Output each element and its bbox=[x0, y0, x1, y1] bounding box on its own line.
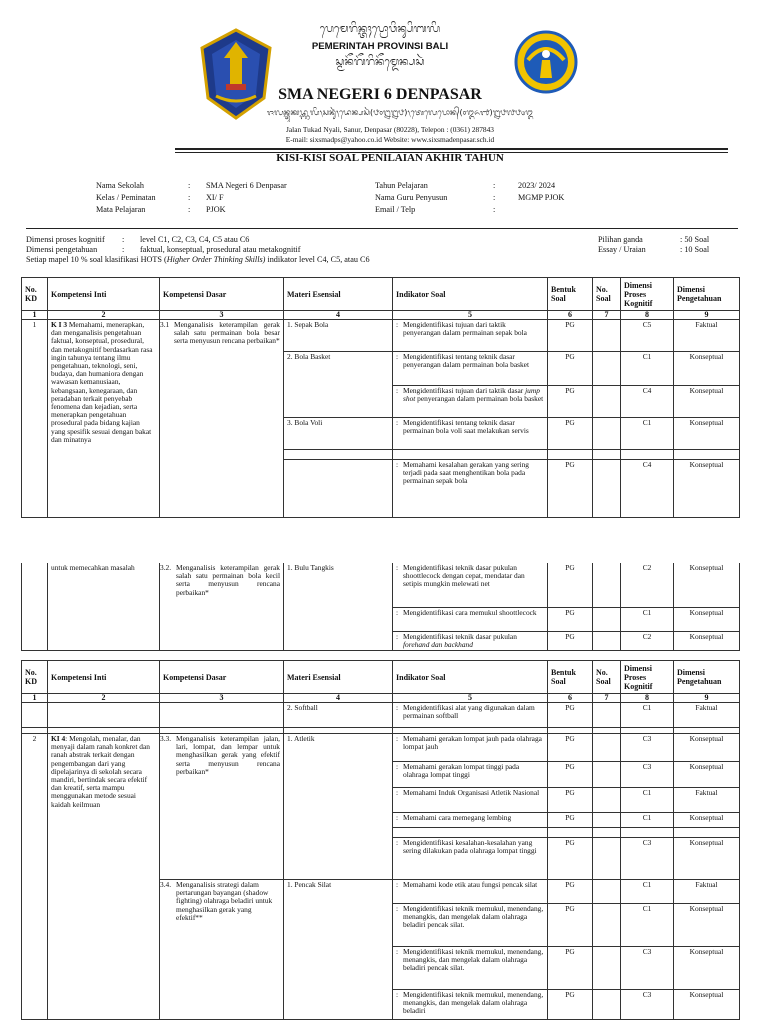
col-number: 6 bbox=[548, 694, 593, 703]
indikator: : Mengidentifikasi cara memukul shoottlecock bbox=[393, 607, 548, 631]
dimensi-proses: C4 bbox=[621, 386, 674, 418]
col-header: Indikator Soal bbox=[393, 661, 548, 694]
materi bbox=[284, 460, 393, 518]
kisi-table-3 bbox=[21, 660, 740, 1020]
no-soal bbox=[593, 386, 621, 418]
dimensi-proses: C4 bbox=[621, 460, 674, 518]
indikator-text: Mengidentifikasi tentang teknik dasar permainan bola voli saat melakukan servis bbox=[403, 418, 529, 436]
info-row: Nama Guru Penyusun : MGMP PJOK bbox=[375, 193, 635, 205]
bentuk-soal: PG bbox=[548, 734, 593, 762]
dimensi-pengetahuan: Faktual bbox=[674, 320, 740, 352]
kompetensi-inti: untuk memecahkan masalah bbox=[48, 563, 160, 650]
col-number: 2 bbox=[48, 694, 160, 703]
col-header: Kompetensi Dasar bbox=[160, 278, 284, 311]
essay-label: Essay / Uraian bbox=[598, 245, 646, 254]
indikator: : Mengidentifikasi teknik memukul, menendang, menangkis, dan mengelak dalam olahraga beladiri pencak silat. bbox=[393, 947, 548, 990]
indikator: : Mengidentifikasi kesalahan-kesalahan yang sering dilakukan pada olahraga lompat tinggi bbox=[393, 838, 548, 880]
info-row: Kelas / Peminatan : XI/ F bbox=[96, 193, 356, 205]
no-soal bbox=[593, 947, 621, 990]
indikator-text bbox=[403, 633, 544, 649]
indikator-text: Memahami Induk Organisasi Atletik Nasional bbox=[403, 788, 540, 797]
bentuk-soal: PG bbox=[548, 703, 593, 728]
dimensi-proses-value: level C1, C2, C3, C4, C5 atau C6 bbox=[140, 235, 250, 244]
hots-note-b: Higher Order Thinking Skills) bbox=[166, 255, 266, 264]
dimensi-proses: C3 bbox=[621, 990, 674, 1020]
no-soal bbox=[593, 838, 621, 880]
materi: 2. Softball bbox=[284, 703, 393, 728]
kisi-table-2 bbox=[21, 563, 740, 651]
info-row: Nama Sekolah : SMA Negeri 6 Denpasar bbox=[96, 181, 356, 193]
indikator-text-b: penyerangan dalam permainan bola basket bbox=[415, 394, 544, 404]
dimensi-pengetahuan: Konseptual bbox=[674, 460, 740, 518]
no-soal bbox=[593, 607, 621, 631]
materi: 3. Bola Voli bbox=[284, 418, 393, 450]
col-number: 2 bbox=[48, 311, 160, 320]
indikator: : Memahami gerakan lompat jauh pada olahraga lompat jauh bbox=[393, 734, 548, 762]
info-value: MGMP PJOK bbox=[518, 193, 565, 202]
indikator-text: Memahami gerakan lompat tinggi pada olahraga lompat tinggi bbox=[403, 762, 520, 780]
materi: 2. Bola Basket bbox=[284, 352, 393, 418]
col-number: 5 bbox=[393, 694, 548, 703]
col-header: No. KD bbox=[22, 278, 48, 311]
table-row bbox=[22, 703, 740, 728]
column-number-row bbox=[22, 311, 740, 320]
info-value: 2023/ 2024 bbox=[518, 181, 556, 190]
indikator: : Mengidentifikasi tujuan dari taktik dasar jump shot penyerangan dalam permainan bola basket bbox=[393, 386, 548, 418]
col-number: 8 bbox=[621, 311, 674, 320]
ki-label: K I 3 bbox=[51, 320, 68, 329]
col-header: Materi Esensial bbox=[284, 278, 393, 311]
col-header: No. Soal bbox=[593, 661, 621, 694]
dimensi-proses-label: Dimensi proses kognitif bbox=[26, 235, 105, 244]
tut-wuri-handayani-logo bbox=[514, 30, 578, 94]
ki-text: : Mengolah, menalar, dan menyaji dalam ranah konkret dan ranah abstrak terkait dengan pengembangan dari yang dipelajarinya di sekolah secara mandiri, bertindak secara efektif dan kreatif, serta mampu menggunakan metode sesuai kaidah keilmuan bbox=[51, 734, 150, 809]
col-number: 1 bbox=[22, 694, 48, 703]
col-header: Bentuk Soal bbox=[548, 661, 593, 694]
dimensi-pengetahuan: Konseptual bbox=[674, 734, 740, 762]
dimensi-pengetahuan: Faktual bbox=[674, 788, 740, 813]
info-right bbox=[375, 181, 635, 217]
dimensi-pengetahuan: Konseptual bbox=[674, 947, 740, 990]
table-header-row bbox=[22, 661, 740, 694]
indikator: : Mengidentifikasi tentang teknik dasar permainan bola voli saat melakukan servis bbox=[393, 418, 548, 450]
ki-label: KI 4 bbox=[51, 734, 66, 743]
dimensi-proses: C1 bbox=[621, 703, 674, 728]
kompetensi-inti bbox=[48, 734, 160, 1020]
indikator-text-italic: forehand dan backhand bbox=[403, 639, 473, 649]
hots-note-c: indikator level C4, C5, atau C6 bbox=[265, 255, 370, 264]
dimensi-pengetahuan: Konseptual bbox=[674, 838, 740, 880]
col-number: 9 bbox=[674, 694, 740, 703]
indikator-text: Mengidentifikasi teknik memukul, menendang, menangkis, dan mengelak dalam olahraga beladiri bbox=[403, 990, 544, 1016]
indikator: : Mengidentifikasi teknik dasar pukulan shoottlecock dengan cepat, mendatar dan setipis mungkin melewati net bbox=[393, 563, 548, 607]
dimensi-pengetahuan-value: faktual, konseptual, prosedural atau metakognitif bbox=[140, 245, 301, 254]
bentuk-soal bbox=[548, 450, 593, 460]
hots-note bbox=[26, 255, 586, 265]
no-soal bbox=[593, 460, 621, 518]
dimensi-pengetahuan: Konseptual bbox=[674, 990, 740, 1020]
col-number: 8 bbox=[621, 694, 674, 703]
indikator-text: Memahami kode etik atau fungsi pencak silat bbox=[403, 880, 538, 889]
col-number: 7 bbox=[593, 311, 621, 320]
kompetensi-dasar bbox=[160, 880, 284, 1020]
table-row bbox=[22, 734, 740, 762]
bentuk-soal: PG bbox=[548, 460, 593, 518]
dimensi-proses: C2 bbox=[621, 563, 674, 607]
kd-number: 1 bbox=[22, 320, 48, 518]
dimensi-proses: C3 bbox=[621, 838, 674, 880]
no-soal bbox=[593, 880, 621, 904]
dimensi-proses: C1 bbox=[621, 813, 674, 828]
dimensi-proses: C3 bbox=[621, 762, 674, 788]
col-number: 9 bbox=[674, 311, 740, 320]
indikator: : Mengidentifikasi teknik dasar pukulan forehand dan backhand bbox=[393, 631, 548, 650]
bentuk-soal: PG bbox=[548, 563, 593, 607]
dimensi-pengetahuan: Konseptual bbox=[674, 904, 740, 947]
bentuk-soal: PG bbox=[548, 947, 593, 990]
col-header: Dimensi Proses Kognitif bbox=[621, 278, 674, 311]
info-label: Kelas / Peminatan bbox=[96, 193, 156, 202]
indikator-text: Mengidentifikasi alat yang digunakan dalam permainan softball bbox=[403, 703, 535, 721]
balinese-title-mid: ᬲ᭄ᬫᬦᭂᬕᭂᬭᬶᬦᭂᬫ᭄ᬤᬾᬦ᭄ᬧᬲᬃ bbox=[335, 55, 425, 68]
col-header: Kompetensi Inti bbox=[48, 278, 160, 311]
dimensi-proses: C1 bbox=[621, 904, 674, 947]
indikator: : Memahami kode etik atau fungsi pencak silat bbox=[393, 880, 548, 904]
document-title: KISI-KISI SOAL PENILAIAN AKHIR TAHUN bbox=[276, 152, 504, 161]
info-value: SMA Negeri 6 Denpasar bbox=[206, 181, 287, 190]
col-number: 7 bbox=[593, 694, 621, 703]
dimensi-proses bbox=[621, 450, 674, 460]
info-label: Email / Telp bbox=[375, 205, 416, 214]
indikator: : Memahami cara memegang lembing bbox=[393, 813, 548, 828]
info-label: Tahun Pelajaran bbox=[375, 181, 428, 190]
indikator-text: Mengidentifikasi tentang teknik dasar penyerangan dalam permainan bola basket bbox=[403, 352, 529, 370]
dimensi-pengetahuan bbox=[674, 450, 740, 460]
no-soal bbox=[593, 352, 621, 386]
dimensi-pengetahuan: Konseptual bbox=[674, 813, 740, 828]
kisi-table-1 bbox=[21, 277, 740, 518]
no-soal bbox=[593, 320, 621, 352]
indikator-text: Mengidentifikasi cara memukul shoottlecock bbox=[403, 607, 537, 617]
no-soal bbox=[593, 813, 621, 828]
info-label: Nama Guru Penyusun bbox=[375, 193, 448, 202]
no-soal bbox=[593, 762, 621, 788]
letterhead-rule-thick bbox=[175, 148, 728, 150]
balinese-address: ᬚᬮᬦ᭄ᬢᬸᬓᬤ᭄ᬜᬮᬶ᭞ᬲᬦᬸᬃ᭞ᬤᬾᬦ᭄ᬧᬲᬃ(᭘᭐᭒᭒᭘)᭞ᬢᬾᬮᬾᬧᭀᬦ᭄(᭐᭓᭖᭑)᭒᭘᭗᭘᭔᭓ bbox=[266, 108, 534, 117]
indikator-text: Memahami gerakan lompat jauh pada olahraga lompat jauh bbox=[403, 734, 542, 752]
indikator-text-italic: jump shot bbox=[403, 386, 540, 404]
bentuk-soal: PG bbox=[548, 762, 593, 788]
kompetensi-inti bbox=[48, 320, 160, 518]
kompetensi-dasar bbox=[160, 734, 284, 880]
col-header: Dimensi Pengetahuan bbox=[674, 278, 740, 311]
info-divider bbox=[26, 228, 738, 229]
indikator: : Memahami kesalahan gerakan yang sering terjadi pada saat menghentikan bola pada permainan sepak bola bbox=[393, 460, 548, 518]
dimensi-proses: C1 bbox=[621, 352, 674, 386]
kd-number bbox=[22, 563, 48, 650]
info-label: Mata Pelajaran bbox=[96, 205, 146, 214]
no-soal bbox=[593, 990, 621, 1020]
bentuk-soal: PG bbox=[548, 838, 593, 880]
dimensi-pengetahuan: Konseptual bbox=[674, 631, 740, 650]
col-number: 4 bbox=[284, 694, 393, 703]
bentuk-soal: PG bbox=[548, 631, 593, 650]
info-value: PJOK bbox=[206, 205, 226, 214]
dimensi-pengetahuan: Konseptual bbox=[674, 607, 740, 631]
bentuk-soal: PG bbox=[548, 788, 593, 813]
dimensi-pengetahuan: Konseptual bbox=[674, 352, 740, 386]
col-number: 4 bbox=[284, 311, 393, 320]
table-row bbox=[22, 563, 740, 607]
bentuk-soal: PG bbox=[548, 813, 593, 828]
col-header: Bentuk Soal bbox=[548, 278, 593, 311]
bentuk-soal: PG bbox=[548, 880, 593, 904]
no-soal bbox=[593, 734, 621, 762]
col-header: No. KD bbox=[22, 661, 48, 694]
table-header-row bbox=[22, 278, 740, 311]
col-number: 3 bbox=[160, 311, 284, 320]
bentuk-soal: PG bbox=[548, 352, 593, 386]
no-soal bbox=[593, 418, 621, 450]
table-row bbox=[22, 320, 740, 352]
hots-note-a: Setiap mapel 10 % soal klasifikasi HOTS ( bbox=[26, 255, 167, 264]
government-name: PEMERINTAH PROVINSI BALI bbox=[311, 41, 449, 52]
kompetensi-dasar bbox=[160, 563, 284, 650]
dimensi-pengetahuan: Konseptual bbox=[674, 386, 740, 418]
dimensi-proses: C1 bbox=[621, 418, 674, 450]
pg-value: : 50 Soal bbox=[680, 235, 710, 244]
school-contact: E-mail: sixsmadps@yahoo.co.id Website: www.sixsmadenpasar.sch.id bbox=[285, 135, 495, 144]
indikator: : Mengidentifikasi alat yang digunakan dalam permainan softball bbox=[393, 703, 548, 728]
no-soal bbox=[593, 563, 621, 607]
dimensi-proses: C1 bbox=[621, 607, 674, 631]
dimensi-pengetahuan: Faktual bbox=[674, 880, 740, 904]
indikator-text: Mengidentifikasi kesalahan-kesalahan yang sering dilakukan pada olahraga lompat tinggi bbox=[403, 838, 537, 856]
bentuk-soal: PG bbox=[548, 386, 593, 418]
indikator-text: Mengidentifikasi teknik memukul, menendang, menangkis, dan mengelak dalam olahraga beladiri pencak silat. bbox=[403, 947, 544, 973]
col-number: 3 bbox=[160, 694, 284, 703]
column-number-row bbox=[22, 694, 740, 703]
info-value: XI/ F bbox=[206, 193, 224, 202]
bentuk-soal: PG bbox=[548, 607, 593, 631]
dimensi-proses: C2 bbox=[621, 631, 674, 650]
kd-num: 3.2. bbox=[160, 563, 172, 572]
pg-label: Pilihan ganda bbox=[598, 235, 643, 244]
essay-value: : 10 Soal bbox=[680, 245, 710, 254]
dimensi-proses: C5 bbox=[621, 320, 674, 352]
kd-number bbox=[22, 703, 48, 728]
dimensi-proses: C1 bbox=[621, 880, 674, 904]
kd-number: 2 bbox=[22, 734, 48, 1020]
dimensi-pengetahuan-label: Dimensi pengetahuan bbox=[26, 245, 98, 254]
info-row: Mata Pelajaran : PJOK bbox=[96, 205, 356, 217]
school-name: SMA NEGERI 6 DENPASAR bbox=[278, 86, 482, 103]
bentuk-soal: PG bbox=[548, 418, 593, 450]
dimensi-block: Dimensi proses kognitif : level C1, C2, C3, C4, C5 atau C6 Dimensi pengetahuan : faktual, konseptual, prosedural atau metakognitif Setiap mapel 10 % soal klasifikasi HOTS (Higher Order Thinking Skills) indikator level C4, C5, atau C6 bbox=[26, 235, 586, 265]
indikator-text: Mengidentifikasi tujuan dari taktik penyerangan dalam permainan sepak bola bbox=[403, 320, 527, 338]
kd-num: 3.3. bbox=[160, 734, 172, 743]
info-left bbox=[96, 181, 356, 217]
indikator-text: Memahami kesalahan gerakan yang sering terjadi pada saat menghentikan bola pada permainan sepak bola bbox=[403, 460, 530, 486]
col-number: 5 bbox=[393, 311, 548, 320]
indikator-text-a: Mengidentifikasi tujuan dari taktik dasar bbox=[403, 386, 526, 395]
col-header: Dimensi Proses Kognitif bbox=[621, 661, 674, 694]
indikator: : Memahami gerakan lompat tinggi pada olahraga lompat tinggi bbox=[393, 762, 548, 788]
kd-num: 3.4. bbox=[160, 880, 172, 889]
materi: 1. Bulu Tangkis bbox=[284, 563, 393, 650]
bentuk-soal: PG bbox=[548, 904, 593, 947]
info-row: Email / Telp : bbox=[375, 205, 635, 217]
no-soal bbox=[593, 788, 621, 813]
bentuk-soal: PG bbox=[548, 990, 593, 1020]
kd-text: Menganalisis keterampilan gerak salah satu permainan bola kecil serta menyusun rencana perbaikan* bbox=[176, 563, 280, 597]
indikator: : Mengidentifikasi teknik memukul, menendang, menangkis, dan mengelak dalam olahraga beladiri bbox=[393, 990, 548, 1020]
indikator-text bbox=[403, 387, 544, 403]
kd-num: 3.1 bbox=[160, 320, 170, 329]
indikator: : Mengidentifikasi tentang teknik dasar penyerangan dalam permainan bola basket bbox=[393, 352, 548, 386]
bentuk-soal: PG bbox=[548, 320, 593, 352]
kompetensi-dasar bbox=[160, 703, 284, 728]
kd-text: Menganalisis strategi dalam pertarungan bayangan (shadow fighting) olahraga beladiri untuk menghasilkan gerak yang efektif** bbox=[176, 880, 273, 922]
indikator-text: Memahami cara memegang lembing bbox=[403, 813, 512, 822]
dimensi-proses: C3 bbox=[621, 947, 674, 990]
dimensi-pengetahuan: Faktual bbox=[674, 703, 740, 728]
kompetensi-dasar bbox=[160, 320, 284, 518]
dimensi-proses: C1 bbox=[621, 788, 674, 813]
indikator-text: Mengidentifikasi teknik memukul, menendang, menangkis, dan mengelak dalam olahraga beladiri pencak silat. bbox=[403, 904, 544, 930]
kompetensi-inti bbox=[48, 703, 160, 728]
col-header: Materi Esensial bbox=[284, 661, 393, 694]
soal-count-block bbox=[598, 235, 738, 255]
materi bbox=[284, 450, 393, 460]
indikator: : Memahami Induk Organisasi Atletik Nasional bbox=[393, 788, 548, 813]
ki-text: Memahami, menerapkan, dan menganalisis pengetahuan faktual, konseptual, prosedural, dan metakognitif berdasarkan rasa ingin tahunya tentang ilmu pengetahuan, teknologi, seni, budaya, dan humaniora dengan wawasan kemanusiaan, kebangsaan, kenegaraan, dan peradaban terkait penyebab fenomena dan kejadian, serta menerapkan pengetahuan prosedural pada bidang kajian yang spesifik sesuai dengan bakat dan minatnya bbox=[51, 320, 153, 444]
dimensi-pengetahuan: Konseptual bbox=[674, 762, 740, 788]
col-number: 1 bbox=[22, 311, 48, 320]
col-header: Indikator Soal bbox=[393, 278, 548, 311]
balinese-title-top: ᬧᬾᬫᬾᬭᬶᬦ᭄ᬢᬄᬧ᭄ᬭᭀᬯᬶᬦ᭄ᬲᬶᬩᬮᬶ bbox=[319, 22, 441, 35]
dimensi-proses: C3 bbox=[621, 734, 674, 762]
materi: 1. Pencak Silat bbox=[284, 880, 393, 1020]
no-soal bbox=[593, 904, 621, 947]
no-soal bbox=[593, 631, 621, 650]
kd-text: Menganalisis keterampilan jalan, lari, lompat, dan lempar untuk menghasilkan gerak yang efektif serta menyusun rencana perbaikan* bbox=[176, 734, 280, 776]
indikator bbox=[393, 450, 548, 460]
no-soal bbox=[593, 703, 621, 728]
dimensi-pengetahuan: Konseptual bbox=[674, 563, 740, 607]
dimensi-pengetahuan: Konseptual bbox=[674, 418, 740, 450]
info-row: Tahun Pelajaran : 2023/ 2024 bbox=[375, 181, 635, 193]
col-header: Dimensi Pengetahuan bbox=[674, 661, 740, 694]
materi: 1. Atletik bbox=[284, 734, 393, 880]
info-label: Nama Sekolah bbox=[96, 181, 144, 190]
materi: 1. Sepak Bola bbox=[284, 320, 393, 352]
col-header: Kompetensi Dasar bbox=[160, 661, 284, 694]
col-header: No. Soal bbox=[593, 278, 621, 311]
indikator: : Mengidentifikasi tujuan dari taktik penyerangan dalam permainan sepak bola bbox=[393, 320, 548, 352]
kd-text: Menganalisis keterampilan gerak salah satu permainan bola besar serta menyusun rencana perbaikan* bbox=[174, 320, 280, 346]
indikator-text-a: Mengidentifikasi teknik dasar pukulan bbox=[403, 631, 517, 641]
no-soal bbox=[593, 450, 621, 460]
col-number: 6 bbox=[548, 311, 593, 320]
school-address: Jalan Tukad Nyali, Sanur, Denpasar (80228), Telepon : (0361) 287843 bbox=[285, 125, 494, 134]
col-header: Kompetensi Inti bbox=[48, 661, 160, 694]
indikator-text: Mengidentifikasi teknik dasar pukulan shoottlecock dengan cepat, mendatar dan setipis mungkin melewati net bbox=[403, 563, 525, 589]
indikator: : Mengidentifikasi teknik memukul, menendang, menangkis, dan mengelak dalam olahraga beladiri pencak silat. bbox=[393, 904, 548, 947]
